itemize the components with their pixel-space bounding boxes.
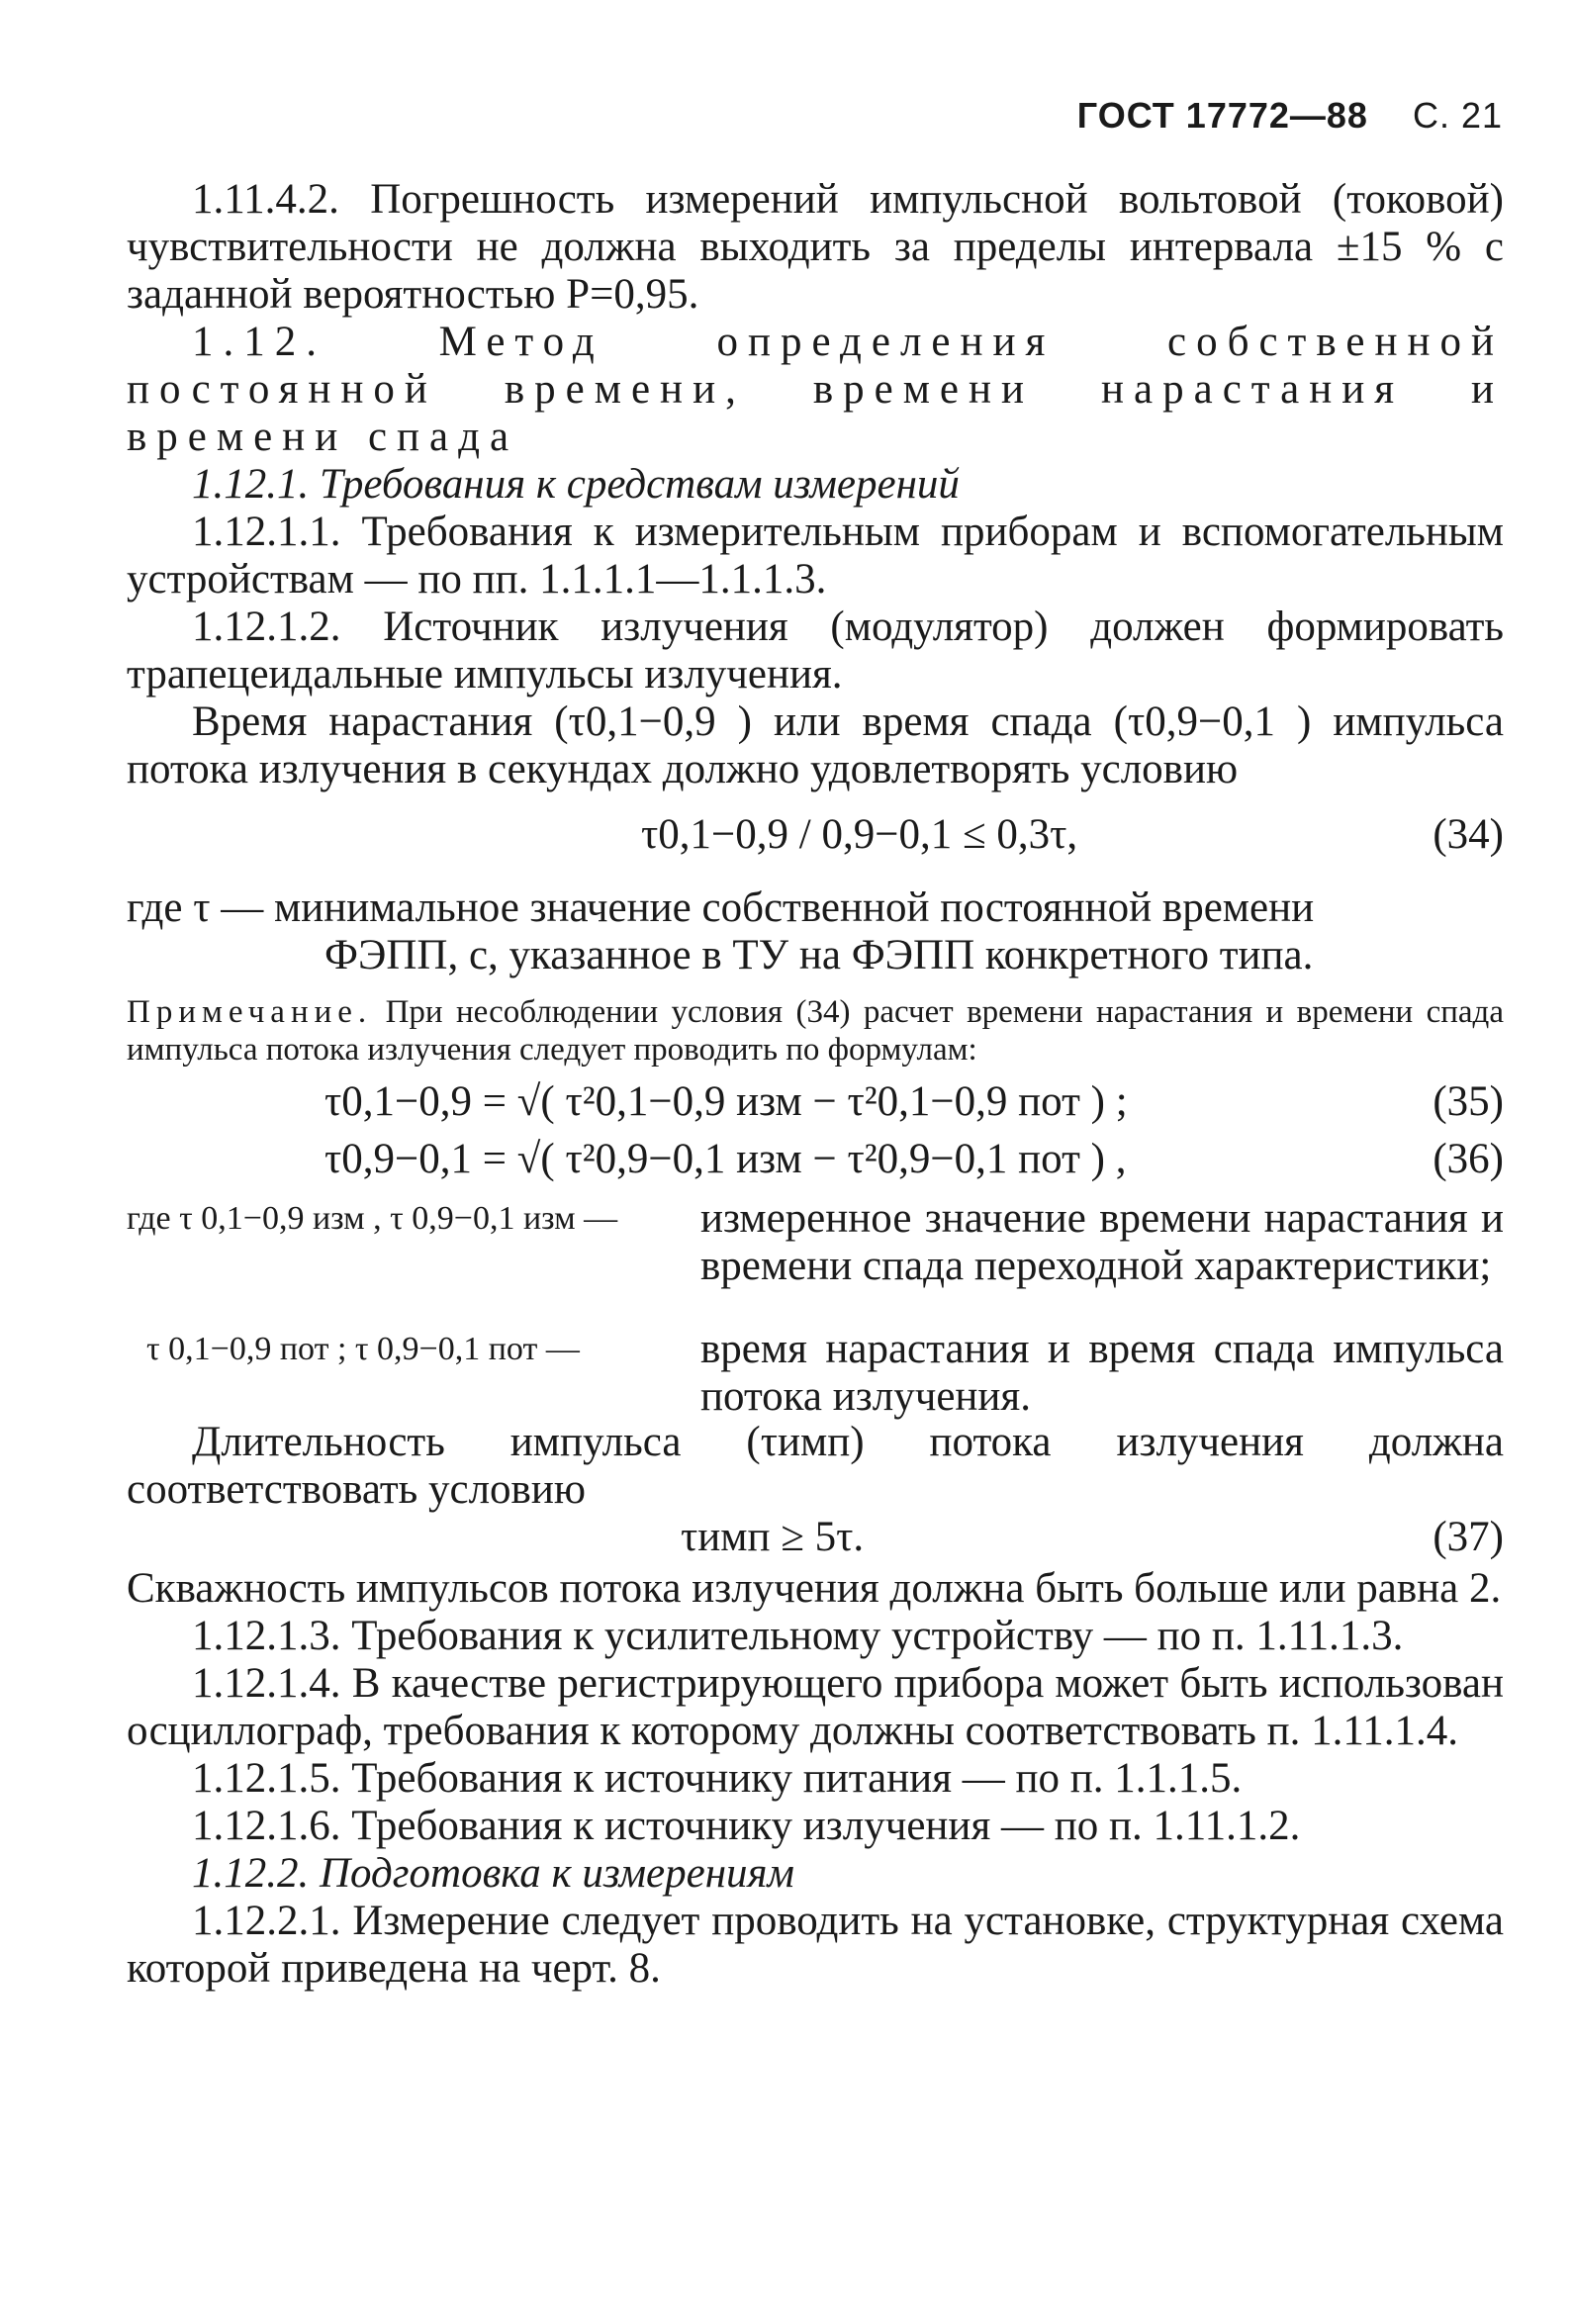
formula-37 <box>127 1514 1504 1565</box>
paragraph-1-12-1-5: 1.12.1.5. Требования к источнику питания — по п. 1.1.1.5. <box>192 1755 1243 1802</box>
standard-number: ГОСТ 17772—88 <box>1076 95 1368 136</box>
paragraph-1-12-1-1: 1.12.1.1. Требования к измерительным приборам и вспомогательным устройствам — по пп. 1.1.1.1—1.1.1.3. <box>127 509 1504 603</box>
formula-36-expression: τ0,9−0,1 = √( τ²0,9−0,1 изм − τ²0,9−0,1 пот ) , <box>324 1136 1127 1182</box>
definitions <box>127 1195 1504 1419</box>
paragraph-1-11-4-2: 1.11.4.2. Погрешность измерений импульсной вольтовой (токовой) чувствительности не должна выходить за пределы интервала ±15 % с заданной вероятностью P=0,95. <box>127 176 1504 318</box>
note-text: При несоблюдении условия (34) расчет времени нарастания и времени спада импульса потока излучения следует проводить по формулам: <box>127 994 1504 1068</box>
formula-36-number: (36) <box>1433 1136 1504 1182</box>
note-heading: Примечание. <box>127 994 373 1030</box>
where-tau-line-2: ФЭПП, с, указанное в ТУ на ФЭПП конкретного типа. <box>324 932 1314 978</box>
paragraph-duty-cycle: Скважность импульсов потока излучения должна быть больше или равна 2. <box>127 1565 1502 1612</box>
formula-35-expression: τ0,1−0,9 = √( τ²0,1−0,9 изм − τ²0,1−0,9 пот ) ; <box>324 1078 1128 1125</box>
definition-1-label: где τ 0,1−0,9 изм , τ 0,9−0,1 изм — <box>127 1200 618 1237</box>
section-heading-1-12: 1.12. Метод определения собственной постоянной времени, времени нарастания и времени спада <box>127 319 1504 460</box>
formula-37-expression: τимп ≥ 5τ. <box>681 1514 865 1560</box>
formula-34 <box>127 811 1504 884</box>
definition-2-text: время нарастания и время спада импульса потока излучения. <box>700 1326 1504 1420</box>
formula-34-number: (34) <box>1433 811 1504 858</box>
paragraph-1-12-1-4: 1.12.1.4. В качестве регистрирующего прибора может быть использован осциллограф, требования к которому должны соответствовать п. 1.11.1.4. <box>127 1660 1504 1754</box>
subsection-heading-1-12-2: 1.12.2. Подготовка к измерениям <box>192 1850 794 1897</box>
formula-35-number: (35) <box>1433 1078 1504 1125</box>
definition-2-label: τ 0,1−0,9 пот ; τ 0,9−0,1 пот — <box>146 1331 580 1367</box>
page-number: С. 21 <box>1412 95 1503 136</box>
formula-37-number: (37) <box>1433 1514 1504 1560</box>
paragraph-rise-time-condition: Время нарастания (τ0,1−0,9 ) или время спада (τ0,9−0,1 ) импульса потока излучения в секундах должно удовлетворять условию <box>127 698 1504 792</box>
subsection-heading-1-12-1: 1.12.1. Требования к средствам измерений <box>192 461 960 508</box>
formula-35 <box>127 1078 1504 1136</box>
paragraph-1-12-1-2: 1.12.1.2. Источник излучения (модулятор) должен формировать трапецеидальные импульсы излучения. <box>127 604 1504 697</box>
note-block <box>127 993 1504 1069</box>
paragraph-1-12-1-6: 1.12.1.6. Требования к источнику излучения — по п. 1.11.1.2. <box>192 1803 1301 1849</box>
where-tau-line-1: где τ — минимальное значение собственной постоянной времени <box>127 884 1315 931</box>
paragraph-1-12-2-1: 1.12.2.1. Измерение следует проводить на установке, структурная схема которой приведена на черт. 8. <box>127 1898 1504 1992</box>
definition-1-text: измеренное значение времени нарастания и времени спада переходной характеристики; <box>700 1195 1504 1289</box>
page-header <box>1077 91 1503 138</box>
document-body <box>127 176 1504 1993</box>
paragraph-1-12-1-3: 1.12.1.3. Требования к усилительному устройству — по п. 1.11.1.3. <box>192 1613 1404 1659</box>
formula-36 <box>127 1136 1504 1195</box>
formula-34-expression: τ0,1−0,9 / 0,9−0,1 ≤ 0,3τ, <box>641 811 1078 858</box>
paragraph-pulse-duration: Длительность импульса (τимп) потока излучения должна соответствовать условию <box>127 1419 1504 1513</box>
